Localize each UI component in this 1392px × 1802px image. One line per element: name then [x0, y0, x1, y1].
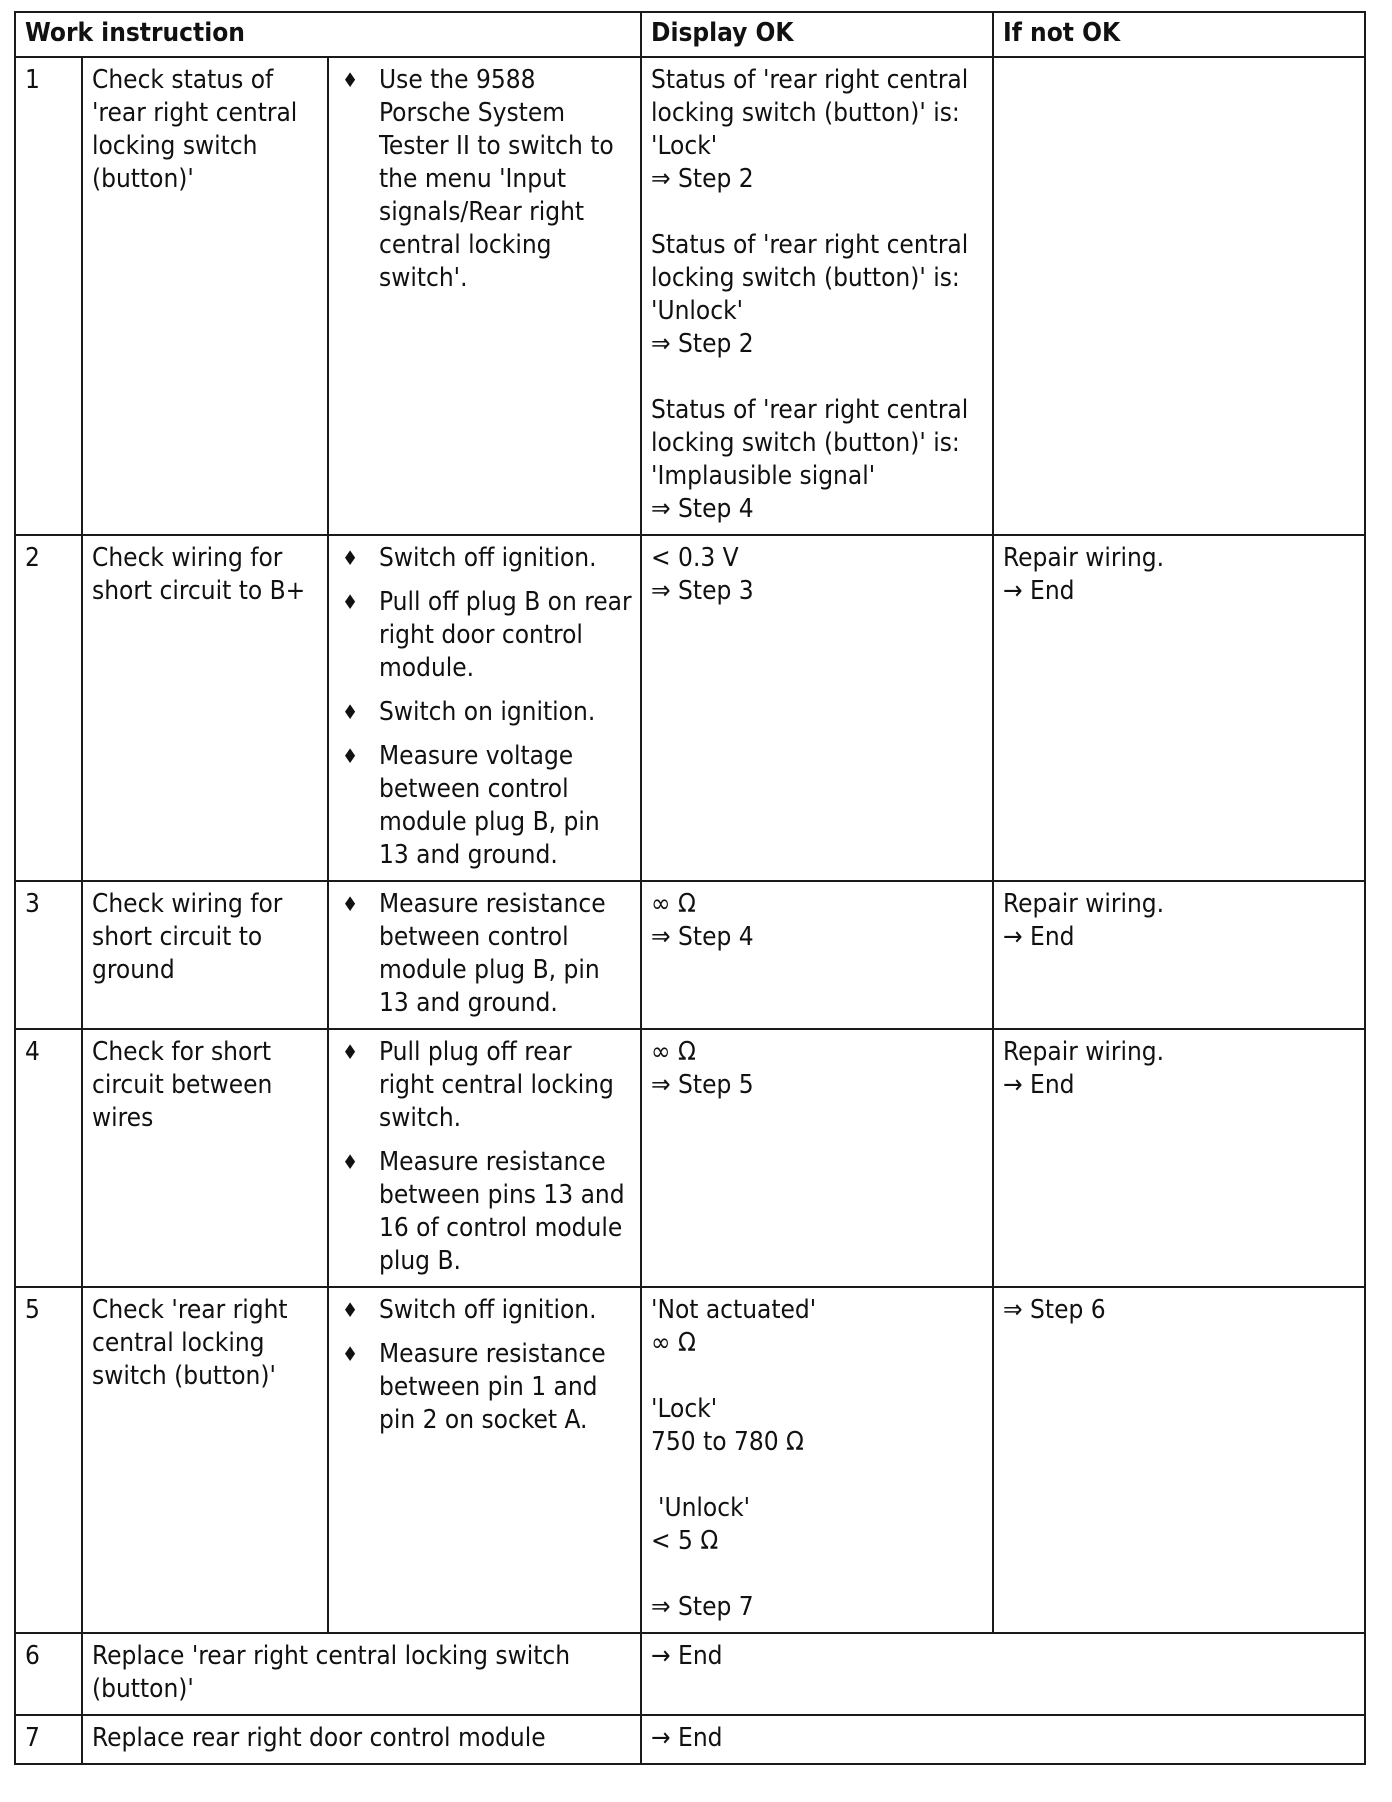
step-not-ok: [993, 1287, 1365, 1633]
bullet-diamond-icon: ♦: [342, 700, 359, 724]
step-actions: [328, 1029, 641, 1287]
step-instruction: Check wiring for short circuit to B+: [82, 535, 328, 881]
step-instruction: Replace rear right door control module: [82, 1715, 641, 1764]
bullet-diamond-icon: ♦: [342, 1040, 359, 1064]
ok-status: Status of 'rear right central locking switch (button)' is: 'Unlock': [651, 230, 969, 326]
not-ok-next: → End: [1003, 1070, 1075, 1100]
not-ok-next: → End: [1003, 576, 1075, 606]
ok-next-step: ⇒ Step 4: [651, 494, 754, 524]
header-if-not-ok: If not OK: [993, 12, 1365, 57]
action-item: ♦ Pull off plug B on rear right door control module.: [342, 587, 632, 683]
ok-next-step: ⇒ Step 5: [651, 1070, 754, 1100]
step-instruction: Check for short circuit between wires: [82, 1029, 328, 1287]
header-display-ok: Display OK: [641, 12, 993, 57]
not-ok-action: Repair wiring.: [1003, 889, 1165, 919]
ok-next-step: ⇒ Step 2: [651, 329, 754, 359]
action-item: ♦ Switch off ignition.: [342, 543, 597, 573]
ok-next-step: ⇒ Step 4: [651, 922, 754, 952]
step-instruction: Check wiring for short circuit to ground: [82, 881, 328, 1029]
step-actions: [328, 881, 641, 1029]
step-display-ok: [641, 881, 993, 1029]
step-number: 7: [15, 1715, 82, 1764]
action-item: ♦ Measure resistance between pin 1 and pin 2 on socket A.: [342, 1339, 606, 1435]
table-header-row: [15, 12, 1365, 57]
step-display-ok: [641, 57, 993, 535]
step-number: 2: [15, 535, 82, 881]
ok-state: 'Not actuated': [651, 1295, 817, 1325]
header-work-instruction: Work instruction: [15, 12, 641, 57]
bullet-diamond-icon: ♦: [342, 546, 359, 570]
not-ok-action: Repair wiring.: [1003, 543, 1165, 573]
step-display-ok: [641, 535, 993, 881]
step-row-7: [15, 1715, 1365, 1764]
ok-value: < 0.3 V: [651, 543, 739, 573]
ok-value: < 5 Ω: [651, 1526, 719, 1556]
ok-value: ∞ Ω: [651, 1037, 696, 1067]
step-number: 3: [15, 881, 82, 1029]
step-display-ok: [641, 1287, 993, 1633]
step-result: → End: [641, 1715, 1365, 1764]
step-instruction: Check 'rear right central locking switch (button)': [82, 1287, 328, 1633]
bullet-diamond-icon: ♦: [342, 590, 359, 614]
not-ok-action: Repair wiring.: [1003, 1037, 1165, 1067]
step-actions: [328, 57, 641, 535]
work-instruction-table: [14, 11, 1366, 1765]
step-number: 5: [15, 1287, 82, 1633]
ok-value: 750 to 780 Ω: [651, 1427, 804, 1457]
step-instruction: Check status of 'rear right central locking switch (button)': [82, 57, 328, 535]
ok-state: 'Unlock': [658, 1493, 751, 1523]
action-item: ♦ Measure resistance between control module plug B, pin 13 and ground.: [342, 889, 606, 1018]
action-item: ♦ Switch off ignition.: [342, 1295, 597, 1325]
ok-value: ∞ Ω: [651, 1328, 696, 1358]
ok-next-step: ⇒ Step 3: [651, 576, 754, 606]
ok-status: Status of 'rear right central locking switch (button)' is: 'Lock': [651, 65, 969, 161]
step-not-ok: [993, 881, 1365, 1029]
step-number: 4: [15, 1029, 82, 1287]
action-item: ♦ Measure voltage between control module plug B, pin 13 and ground.: [342, 741, 600, 870]
step-number: 1: [15, 57, 82, 535]
step-row-6: [15, 1633, 1365, 1715]
ok-status: Status of 'rear right central locking switch (button)' is: 'Implausible signal': [651, 395, 969, 491]
bullet-diamond-icon: ♦: [342, 744, 359, 768]
step-row-1: [15, 57, 1365, 535]
step-number: 6: [15, 1633, 82, 1715]
bullet-diamond-icon: ♦: [342, 892, 359, 916]
step-not-ok: [993, 57, 1365, 535]
action-item: ♦ Use the 9588 Porsche System Tester II to switch to the menu 'Input signals/Rear right central locking switch'.: [342, 65, 614, 293]
step-result: → End: [641, 1633, 1365, 1715]
action-item: ♦ Switch on ignition.: [342, 697, 596, 727]
not-ok-next: ⇒ Step 6: [1003, 1295, 1106, 1325]
step-row-4: [15, 1029, 1365, 1287]
ok-state: 'Lock': [651, 1394, 718, 1424]
action-item: ♦ Measure resistance between pins 13 and 16 of control module plug B.: [342, 1147, 625, 1276]
bullet-diamond-icon: ♦: [342, 68, 359, 92]
step-not-ok: [993, 535, 1365, 881]
step-instruction: Replace 'rear right central locking switch (button)': [82, 1633, 641, 1715]
step-row-3: [15, 881, 1365, 1029]
step-actions: [328, 535, 641, 881]
step-display-ok: [641, 1029, 993, 1287]
bullet-diamond-icon: ♦: [342, 1150, 359, 1174]
ok-next-step: ⇒ Step 7: [651, 1592, 754, 1622]
not-ok-next: → End: [1003, 922, 1075, 952]
step-not-ok: [993, 1029, 1365, 1287]
ok-value: ∞ Ω: [651, 889, 696, 919]
step-row-5: [15, 1287, 1365, 1633]
bullet-diamond-icon: ♦: [342, 1298, 359, 1322]
step-row-2: [15, 535, 1365, 881]
ok-next-step: ⇒ Step 2: [651, 164, 754, 194]
step-actions: [328, 1287, 641, 1633]
action-item: ♦ Pull plug off rear right central locking switch.: [342, 1037, 614, 1133]
bullet-diamond-icon: ♦: [342, 1342, 359, 1366]
